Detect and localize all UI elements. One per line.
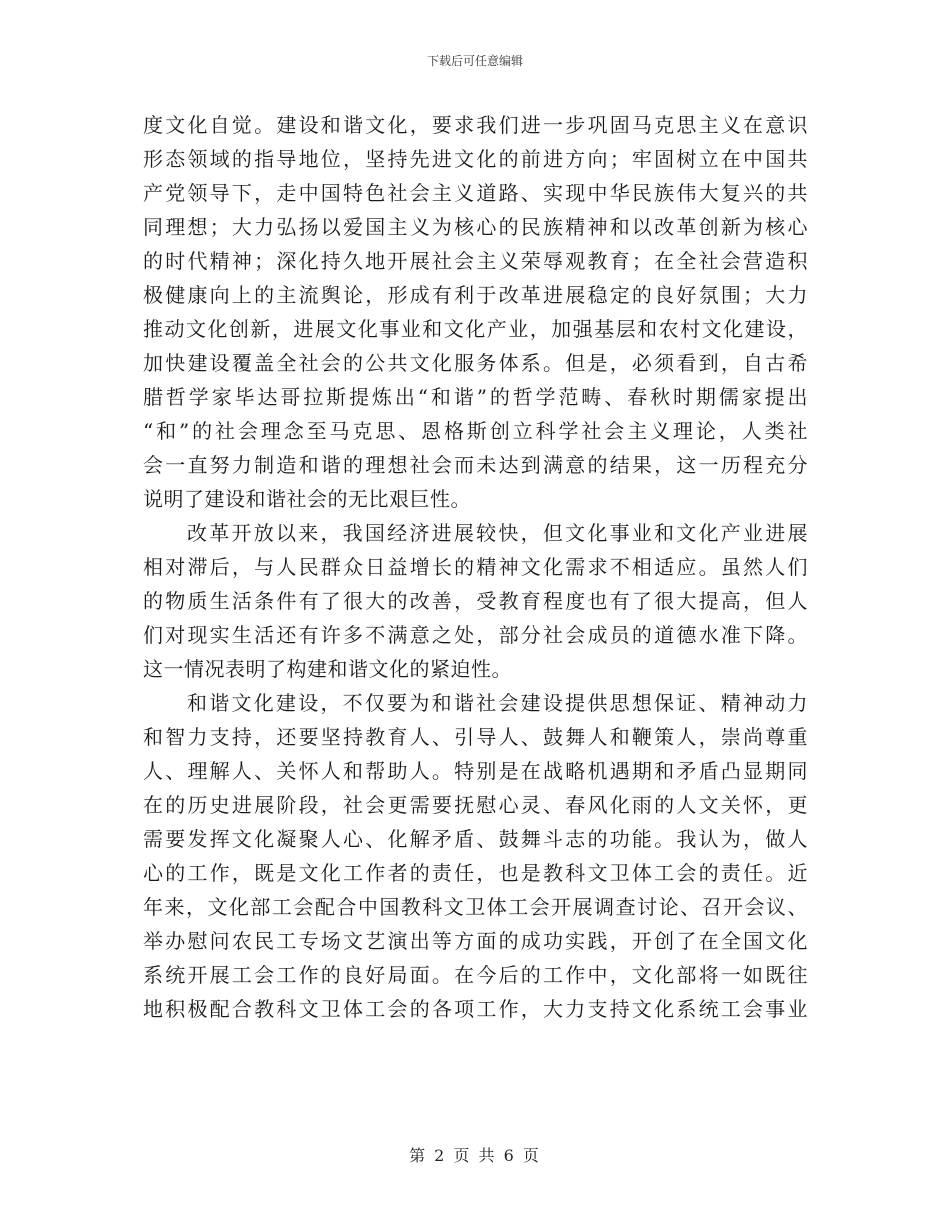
text-line: 推动文化创新，进展文化事业和文化产业，加强基层和农村文化建设， xyxy=(143,317,808,341)
page-number-footer: 第 2 页 共 6 页 xyxy=(409,1146,541,1165)
paragraph-1 xyxy=(143,108,808,516)
text-line: 度文化自觉。建设和谐文化，要求我们进一步巩固马克思主义在意识 xyxy=(143,113,808,137)
text-line: 心的工作，既是文化工作者的责任，也是教科文卫体工会的责任。近 xyxy=(143,861,808,885)
text-line: 年来，文化部工会配合中国教科文卫体工会开展调查讨论、召开会议、 xyxy=(143,895,808,919)
text-line: “和”的社会理念至马克思、恩格斯创立科学社会主义理论，人类社 xyxy=(143,419,808,443)
text-line: 和智力支持，还要坚持教育人、引导人、鼓舞人和鞭策人，崇尚尊重 xyxy=(143,725,808,749)
text-line: 举办慰问农民工专场文艺演出等方面的成功实践，开创了在全国文化 xyxy=(143,929,808,953)
text-line: 需要发挥文化凝聚人心、化解矛盾、鼓舞斗志的功能。我认为，做人 xyxy=(143,827,808,851)
text-line: 形态领域的指导地位，坚持先进文化的前进方向；牢固树立在中国共 xyxy=(143,147,808,171)
page-header: 下载后可任意编辑 xyxy=(426,54,523,68)
text-line: 改革开放以来，我国经济进展较快，但文化事业和文化产业进展 xyxy=(187,521,808,545)
text-line: 地积极配合教科文卫体工会的各项工作，大力支持文化系统工会事业 xyxy=(143,997,808,1021)
text-line: 这一情况表明了构建和谐文化的紧迫性。 xyxy=(143,657,512,681)
text-line: 加快建设覆盖全社会的公共文化服务体系。但是，必须看到，自古希 xyxy=(143,351,808,375)
text-line: 系统开展工会工作的良好局面。在今后的工作中，文化部将一如既往 xyxy=(143,963,808,987)
text-line: 在的历史进展阶段，社会更需要抚慰心灵、春风化雨的人文关怀，更 xyxy=(143,793,808,817)
text-line: 同理想；大力弘扬以爱国主义为核心的民族精神和以改革创新为核心 xyxy=(143,215,808,239)
text-line: 的时代精神；深化持久地开展社会主义荣辱观教育；在全社会营造积 xyxy=(143,249,808,273)
text-line: 相对滞后，与人民群众日益增长的精神文化需求不相适应。虽然人们 xyxy=(143,555,808,579)
document-body xyxy=(143,108,808,1026)
text-line: 极健康向上的主流舆论，形成有利于改革进展稳定的良好氛围；大力 xyxy=(143,283,808,307)
text-line: 说明了建设和谐社会的无比艰巨性。 xyxy=(143,487,471,511)
text-line: 和谐文化建设，不仅要为和谐社会建设提供思想保证、精神动力 xyxy=(187,691,808,715)
paragraph-2 xyxy=(143,516,808,686)
text-line: 会一直努力制造和谐的理想社会而未达到满意的结果，这一历程充分 xyxy=(143,453,808,477)
paragraph-3 xyxy=(143,686,808,1026)
text-line: 产党领导下，走中国特色社会主义道路、实现中华民族伟大复兴的共 xyxy=(143,181,808,205)
text-line: 腊哲学家毕达哥拉斯提炼出“和谐”的哲学范畴、春秋时期儒家提出 xyxy=(143,385,808,409)
text-line: 们对现实生活还有许多不满意之处，部分社会成员的道德水准下降。 xyxy=(143,623,808,647)
text-line: 人、理解人、关怀人和帮助人。特别是在战略机遇期和矛盾凸显期同 xyxy=(143,759,808,783)
text-line: 的物质生活条件有了很大的改善，受教育程度也有了很大提高，但人 xyxy=(143,589,808,613)
